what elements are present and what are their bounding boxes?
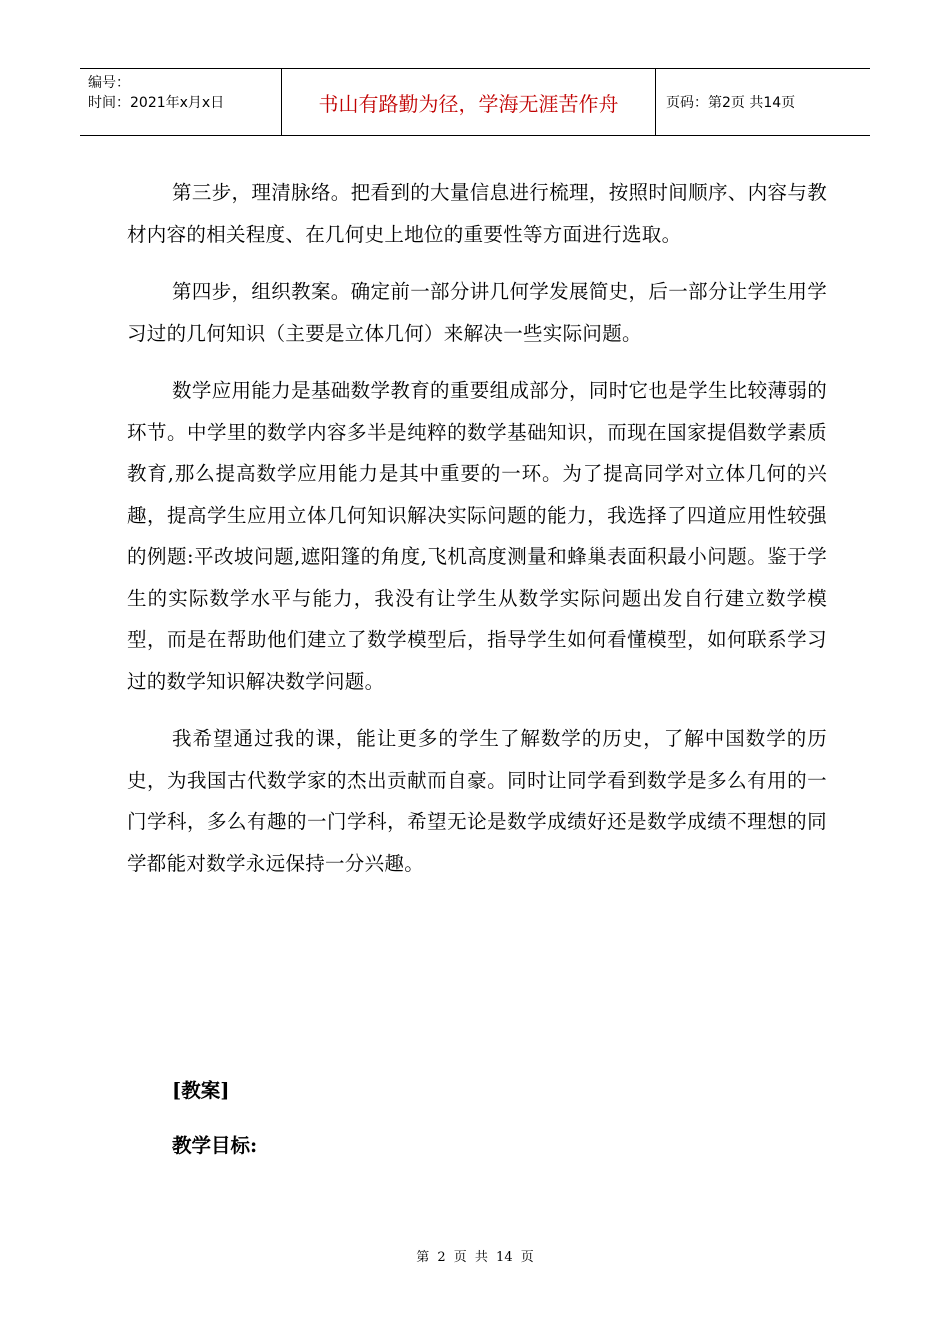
document-body [127,172,827,884]
objectives-heading: 教学目标: [172,1134,258,1157]
document-number-label: 编号： [88,75,130,91]
paragraph-step-three: 第三步，理清脉络。把看到的大量信息进行梳理，按照时间顺序、内容与教材内容的相关程度、在几何史上地位的重要性等方面进行选取。 [127,181,827,246]
document-time-label: 时间：2021年x月x日 [88,95,225,111]
paragraph-hope: 我希望通过我的课，能让更多的学生了解数学的历史，了解中国数学的历史，为我国古代数学家的杰出贡献而自豪。同时让同学看到数学是多么有用的一门学科，多么有趣的一门学科，希望无论是数学成绩好还是数学成绩不理想的同学都能对数学永远保持一分兴趣。 [127,727,827,875]
page-footer: 第 2 页 共 14 页 [416,1250,534,1265]
header-meta [80,69,281,135]
paragraph-application: 数学应用能力是基础数学教育的重要组成部分，同时它也是学生比较薄弱的环节。中学里的数学内容多半是纯粹的数学基础知识，而现在国家提倡数学素质教育,那么提高数学应用能力是其中重要的一环。为了提高同学对立体几何的兴趣，提高学生应用立体几何知识解决实际问题的能力，我选择了四道应用性较强的例题:平改坡问题,遮阳篷的角度,飞机高度测量和蜂巢表面积最小问题。鉴于学生的实际数学水平与能力，我没有让学生从数学实际问题出发自行建立数学模型，而是在帮助他们建立了数学模型后，指导学生如何看懂模型，如何联系学习过的数学知识解决数学问题。 [127,379,827,693]
paragraph-step-four: 第四步，组织教案。确定前一部分讲几何学发展简史，后一部分让学生用学习过的几何知识（主要是立体几何）来解决一些实际问题。 [127,280,827,345]
page-header [80,68,870,136]
header-page-label: 页码：第2页 共14页 [666,95,796,111]
header-motto: 书山有路勤为径，学海无涯苦作舟 [281,69,656,135]
lesson-plan-heading: [教案] [172,1079,230,1102]
